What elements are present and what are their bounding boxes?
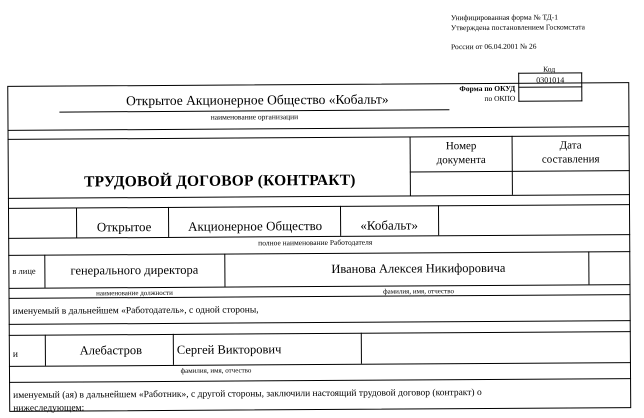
divider-employer-3 (340, 206, 341, 236)
divider-employer-1 (76, 207, 77, 237)
okud-value-cell: 0301014 (519, 73, 582, 87)
divider-employee-left (45, 335, 46, 366)
date-column-header (514, 138, 628, 167)
representative-position: генерального директора (70, 262, 199, 278)
organization-name: Открытое Акционерное Общество «Кобальт» (126, 91, 389, 109)
employee-conjunction: и (12, 349, 19, 360)
employer-word3: «Кобальт» (360, 217, 418, 233)
form-header-line2: Утверждена постановлением Госкомстата (450, 22, 585, 33)
code-column-label: Код (543, 64, 556, 74)
organization-caption: наименование организации (210, 112, 299, 122)
divider-fio-right (588, 251, 589, 284)
position-caption: наименование должности (96, 288, 173, 298)
number-header-line1: Номер (445, 140, 477, 153)
employee-surname: Алебастров (79, 343, 143, 358)
form-header-line3: России от 06.04.2001 № 26 (450, 41, 537, 52)
paragraph-employee-designation (13, 386, 623, 416)
employer-word1: Открытое (96, 219, 152, 235)
form-header (451, 12, 637, 52)
representative-fio: Иванова Алексея Никифоровича (331, 260, 506, 276)
employee-name-patronymic: Сергей Викторович (176, 342, 282, 357)
okud-label: Форма по ОКУД (459, 83, 516, 94)
divider-position-left (44, 255, 45, 288)
date-header-line1: Дата (559, 139, 582, 152)
divider-employer-2 (168, 207, 169, 237)
divider-employee-right (361, 333, 362, 364)
paragraph-employer-designation: именуемый в дальнейшем «Работодатель», с одной стороны, (12, 305, 259, 317)
number-header-line2: документа (436, 153, 486, 167)
form-header-line1: Унифицированная форма № ТД-1 (450, 12, 559, 23)
divider-employer-4 (438, 205, 439, 235)
employer-caption: полное наименование Работодателя (258, 237, 373, 248)
okpo-label: по ОКПО (484, 93, 516, 104)
employer-word2: Акционерное Общество (188, 217, 323, 234)
page-title: ТРУДОВОЙ ДОГОВОР (КОНТРАКТ) (84, 171, 356, 191)
divider-employee-mid (173, 334, 174, 365)
date-header-line2: составления (541, 153, 600, 166)
fio-caption: фамилия, имя, отчество (383, 287, 454, 296)
employee-caption: фамилия, имя, отчество (180, 366, 252, 375)
representative-prefix: в лице (12, 265, 36, 276)
number-column-header (412, 139, 511, 168)
divider-position-right (224, 254, 225, 287)
paragraph2-line2: нижеследующем: (13, 403, 85, 414)
paragraph2-line1: именуемый (ая) в дальнейшем «Работник», с другой стороны, заключили настоящий трудовой договор (контракт) о (13, 388, 482, 401)
